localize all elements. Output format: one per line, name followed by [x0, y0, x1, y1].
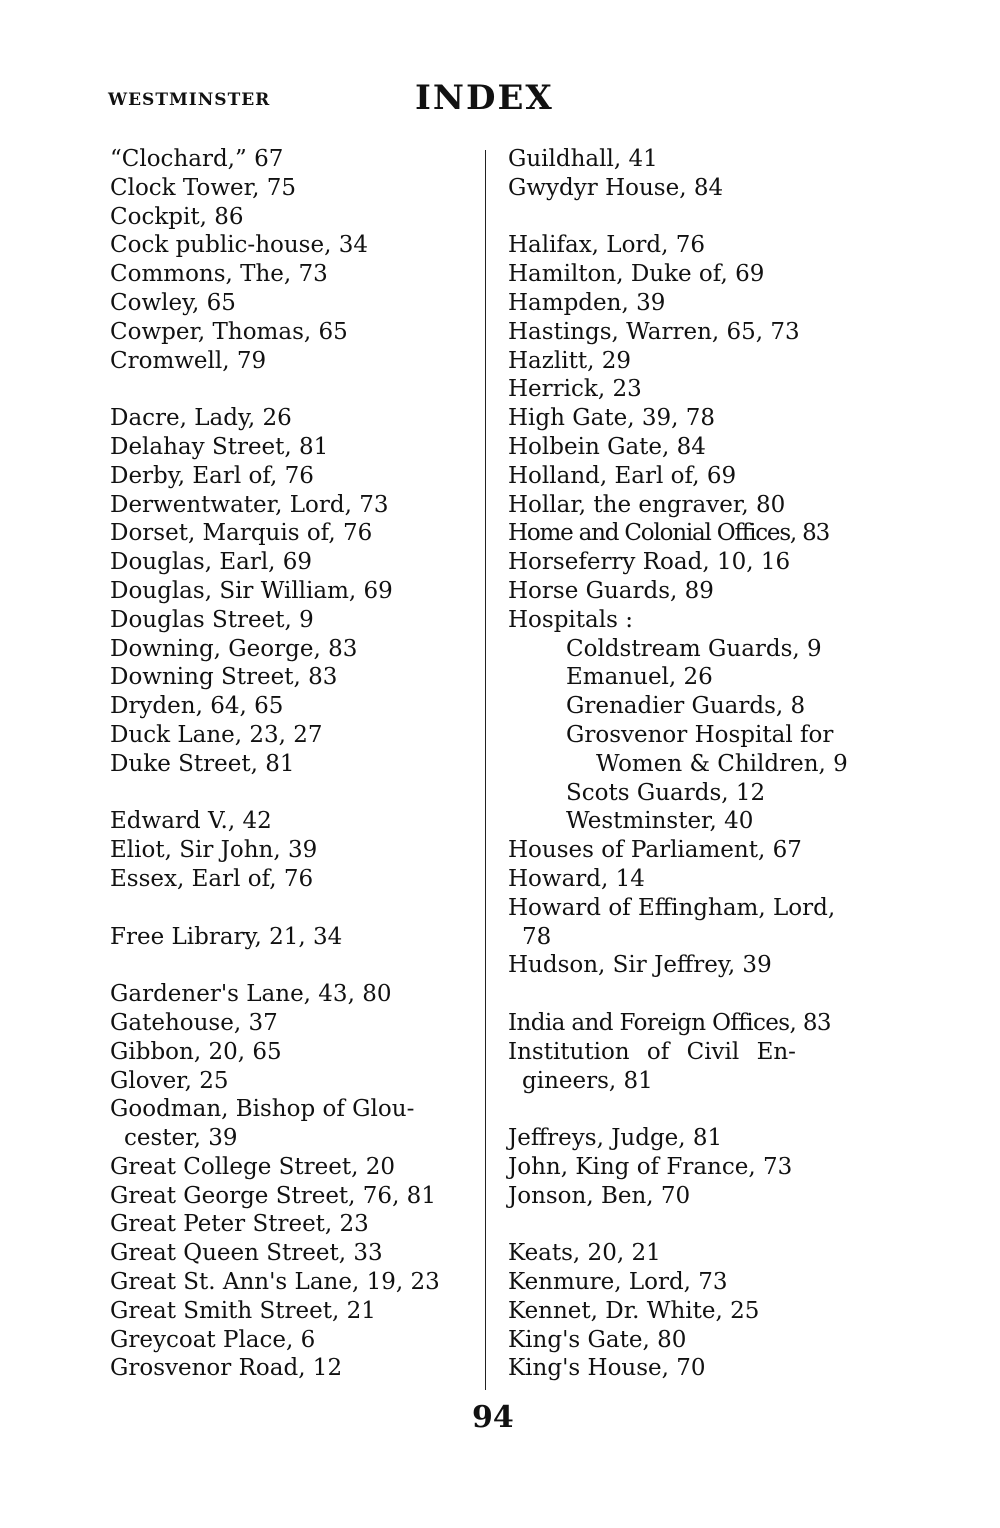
index-entry: Kennet, Dr. White, 25: [508, 1297, 760, 1324]
index-entry: Hazlitt, 29: [508, 347, 631, 374]
index-entry: Goodman, Bishop of Glou-: [110, 1096, 415, 1123]
index-entry: Great Smith Street, 21: [110, 1297, 376, 1324]
index-entry: Institution of Civil En-: [508, 1038, 796, 1065]
index-entry: Dryden, 64, 65: [110, 693, 284, 720]
index-entry: Duck Lane, 23, 27: [110, 721, 323, 748]
index-entry: Hamilton, Duke of, 69: [508, 261, 765, 288]
index-entry: Home and Colonial Offices, 83: [508, 520, 830, 547]
section-gap: [110, 951, 470, 980]
index-entry: Gatehouse, 37: [110, 1009, 278, 1036]
index-entry: Holland, Earl of, 69: [508, 462, 737, 489]
index-entry: Cromwell, 79: [110, 347, 267, 374]
index-entry: Great Queen Street, 33: [110, 1240, 383, 1267]
index-entry: Great George Street, 76, 81: [110, 1182, 436, 1209]
index-subentry: Grenadier Guards, 8: [566, 693, 806, 720]
index-subentry: Westminster, 40: [566, 808, 754, 835]
index-entry: Kenmure, Lord, 73: [508, 1269, 728, 1296]
index-entry: Free Library, 21, 34: [110, 923, 343, 950]
index-entry: Howard of Effingham, Lord,: [508, 894, 836, 921]
index-entry-continuation: 78: [522, 923, 552, 950]
index-entry: Hampden, 39: [508, 289, 666, 316]
index-entry: Horseferry Road, 10, 16: [508, 549, 791, 576]
index-entry: Jonson, Ben, 70: [508, 1182, 691, 1209]
index-column-left: [110, 145, 470, 1383]
index-entry: Great College Street, 20: [110, 1153, 396, 1180]
index-subentry: Emanuel, 26: [566, 664, 713, 691]
index-entry: Greycoat Place, 6: [110, 1326, 316, 1353]
index-subentry: Scots Guards, 12: [566, 779, 766, 806]
index-entry: Horse Guards, 89: [508, 577, 714, 604]
index-entry: Gibbon, 20, 65: [110, 1038, 282, 1065]
index-entry: Cockpit, 86: [110, 203, 244, 230]
index-entry: Cock public-house, 34: [110, 232, 368, 259]
index-entry: Herrick, 23: [508, 376, 642, 403]
index-entry: Hospitals :: [508, 606, 633, 633]
index-entry: Derby, Earl of, 76: [110, 462, 314, 489]
index-entry: Holbein Gate, 84: [508, 433, 706, 460]
index-entry: Essex, Earl of, 76: [110, 865, 314, 892]
section-gap: [508, 203, 868, 232]
index-subentry-continuation: Women & Children, 9: [596, 750, 848, 777]
index-entry: Eliot, Sir John, 39: [110, 837, 318, 864]
column-divider: [485, 150, 486, 1390]
index-entry: Gwydyr House, 84: [508, 174, 724, 201]
section-gap: [508, 980, 868, 1009]
index-entry: Downing, George, 83: [110, 635, 358, 662]
index-subentry: Coldstream Guards, 9: [566, 635, 822, 662]
section-gap: [508, 1095, 868, 1124]
index-entry: Clock Tower, 75: [110, 174, 296, 201]
index-entry: Douglas, Sir William, 69: [110, 577, 393, 604]
index-entry: Halifax, Lord, 76: [508, 232, 706, 259]
page-number: 94: [472, 1400, 514, 1435]
index-subentry: Grosvenor Hospital for: [566, 721, 834, 748]
index-entry: Douglas, Earl, 69: [110, 549, 313, 576]
index-entry: Commons, The, 73: [110, 261, 328, 288]
index-entry: Glover, 25: [110, 1067, 229, 1094]
index-entry: “Clochard,” 67: [110, 146, 284, 172]
index-entry: Derwentwater, Lord, 73: [110, 491, 389, 518]
index-entry: Houses of Parliament, 67: [508, 837, 802, 864]
index-entry: King's Gate, 80: [508, 1326, 687, 1353]
index-entry: John, King of France, 73: [508, 1153, 793, 1180]
section-gap: [110, 375, 470, 404]
index-entry: Jeffreys, Judge, 81: [508, 1125, 723, 1152]
index-entry: Guildhall, 41: [508, 146, 658, 172]
index-column-right: [508, 145, 868, 1383]
section-gap: [110, 779, 470, 808]
index-entry: Dacre, Lady, 26: [110, 405, 292, 432]
index-entry: Douglas Street, 9: [110, 606, 314, 633]
index-entry: Duke Street, 81: [110, 750, 295, 777]
index-entry: Great St. Ann's Lane, 19, 23: [110, 1269, 440, 1296]
index-entry: Delahay Street, 81: [110, 433, 329, 460]
index-entry: India and Foreign Offices, 83: [508, 1009, 831, 1036]
index-entry: Hollar, the engraver, 80: [508, 491, 786, 518]
index-entry: King's House, 70: [508, 1355, 706, 1382]
index-entry: Hudson, Sir Jeffrey, 39: [508, 952, 772, 979]
index-entry: Great Peter Street, 23: [110, 1211, 369, 1238]
index-entry: High Gate, 39, 78: [508, 405, 715, 432]
index-entry: Gardener's Lane, 43, 80: [110, 981, 392, 1008]
index-entry-continuation: gineers, 81: [522, 1067, 653, 1094]
section-gap: [110, 894, 470, 923]
index-entry: Cowley, 65: [110, 289, 236, 316]
index-entry: Keats, 20, 21: [508, 1240, 661, 1267]
index-entry-continuation: cester, 39: [124, 1125, 238, 1152]
index-entry: Downing Street, 83: [110, 664, 338, 691]
index-entry: Edward V., 42: [110, 808, 272, 835]
index-entry: Hastings, Warren, 65, 73: [508, 318, 800, 345]
index-entry: Cowper, Thomas, 65: [110, 318, 348, 345]
running-header: WESTMINSTER: [108, 90, 271, 110]
index-entry: Grosvenor Road, 12: [110, 1355, 343, 1382]
index-entry: Dorset, Marquis of, 76: [110, 520, 373, 547]
index-entry: Howard, 14: [508, 865, 645, 892]
section-gap: [508, 1210, 868, 1239]
page-title: INDEX: [415, 78, 554, 118]
